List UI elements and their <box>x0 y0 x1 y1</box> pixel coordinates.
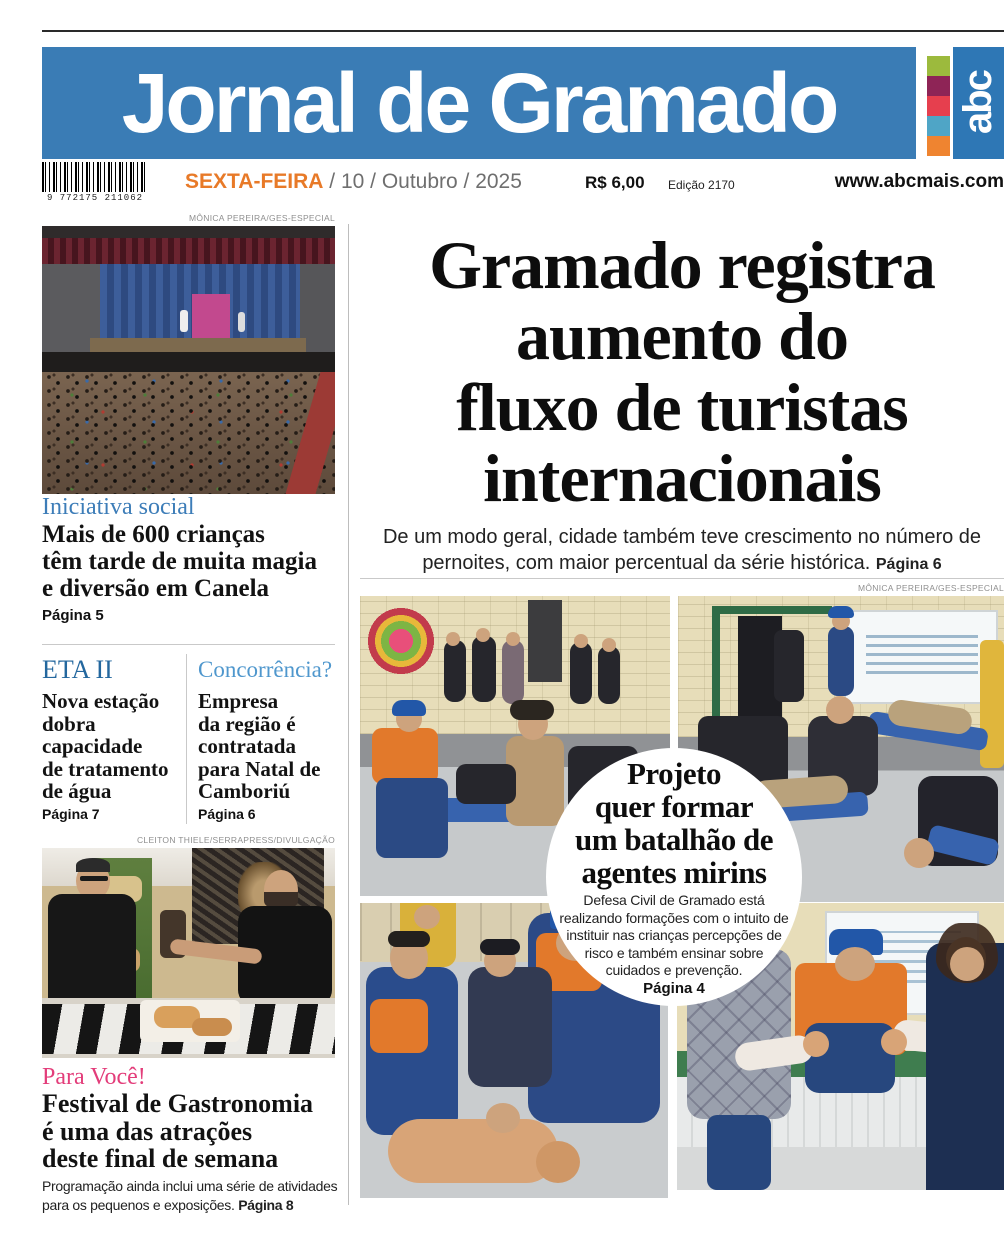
headline-line: capacidade <box>42 734 143 758</box>
headline-line: de tratamento <box>42 756 169 781</box>
shape <box>502 640 524 704</box>
photo-credit-festival: CLEITON THIELE/SERRAPRESS/DIVULGAÇÃO <box>136 835 335 845</box>
headline-line: fluxo de turistas <box>456 369 908 445</box>
abc-logo-color-strip <box>927 56 950 156</box>
headline-line: internacionais <box>483 440 881 516</box>
strip-lightblue <box>927 116 950 136</box>
shape <box>472 636 496 702</box>
strip-orange <box>927 136 950 156</box>
edition-label: Edição 2170 <box>668 178 735 192</box>
page-ref-eta: Página 7 <box>42 806 100 822</box>
headline-line: Gramado registra <box>429 227 935 303</box>
deck-line: Programação ainda inclui uma série de atividades <box>42 1178 338 1194</box>
photo-credit-lead: MÔNICA PEREIRA/GES-ESPECIAL <box>857 583 1004 593</box>
headline-line: de água <box>42 779 112 803</box>
kicker-eta-ii: ETA II <box>42 655 113 684</box>
dateline <box>185 170 522 194</box>
headline-line: têm tarde de muita magia <box>42 548 317 575</box>
kicker-concorrencia: Concorrência? <box>198 657 333 682</box>
weekday-label: SEXTA-FEIRA <box>185 170 324 193</box>
shape <box>368 602 434 680</box>
shape <box>414 905 440 929</box>
column-divider <box>348 224 349 1205</box>
shape <box>456 764 516 804</box>
abc-logo <box>953 47 1004 159</box>
shape <box>803 1031 829 1057</box>
headline-natal <box>198 690 340 803</box>
deck-line: cuidados e prevenção. <box>605 962 743 978</box>
shape <box>486 1103 520 1133</box>
strip-red <box>927 96 950 116</box>
headline-line: e diversão em Canela <box>42 575 270 602</box>
shape <box>835 947 875 981</box>
headline-festival <box>42 1090 342 1173</box>
headline-line: Camboriú <box>198 779 291 803</box>
photo-credit-canela: MÔNICA PEREIRA/GES-ESPECIAL <box>188 213 335 223</box>
shape <box>42 352 335 374</box>
shape <box>881 1029 907 1055</box>
headline-line: quer formar <box>594 789 754 824</box>
deck-line: para os pequenos e exposições. Página 8 <box>42 1197 294 1213</box>
shape <box>707 1115 771 1190</box>
subheadline-line: pernoites, com maior percentual da série histórica. Página 6 <box>422 552 942 574</box>
photo-theater-audience <box>42 226 335 494</box>
shape <box>904 838 934 868</box>
deck-line: instituir nas crianças percepções de <box>566 927 782 943</box>
lead-subheadline <box>360 524 1004 578</box>
shape <box>444 640 466 702</box>
page-ref-circle: Página 4 <box>643 979 705 997</box>
lead-headline <box>360 227 1004 516</box>
shape <box>376 778 448 858</box>
abc-logo-text: abc <box>956 71 1000 135</box>
headline-eta <box>42 690 186 803</box>
shape <box>602 638 616 652</box>
deck-line: risco e também ensinar sobre <box>584 944 764 961</box>
headline-line: aumento do <box>516 298 848 374</box>
shape <box>506 632 520 646</box>
shape <box>598 646 620 704</box>
headline-line: Mais de 600 crianças <box>42 521 265 548</box>
shape <box>370 999 428 1053</box>
barcode <box>42 162 148 192</box>
shape <box>574 634 588 648</box>
headline-line: contratada <box>198 734 296 758</box>
shape <box>392 700 426 716</box>
shape <box>80 876 108 881</box>
shape <box>192 294 230 338</box>
subheadline-line: De um modo geral, cidade também teve crescimento no número de <box>382 526 982 548</box>
headline-line: deste final de semana <box>42 1144 279 1173</box>
shape <box>180 310 188 332</box>
shape <box>476 628 490 642</box>
date-label: / 10 / Outubro / 2025 <box>323 170 522 193</box>
shape <box>774 630 804 702</box>
headline-line: Nova estação <box>42 689 160 713</box>
headline-line: agentes mirins <box>581 855 767 890</box>
shape <box>712 606 832 614</box>
headline-line: Festival de Gastronomia <box>42 1089 314 1118</box>
photo-gastronomy-festival <box>42 848 335 1058</box>
website-label: www.abcmais.com <box>834 171 1004 192</box>
kicker-para-voce: Para Você! <box>42 1064 146 1090</box>
shape <box>192 1018 232 1036</box>
circle-story <box>546 748 802 1006</box>
deck-festival <box>42 1177 344 1215</box>
page-ref-canela: Página 5 <box>42 607 104 624</box>
page-ref-festival: Página 8 <box>238 1197 294 1213</box>
headline-line: é uma das atrações <box>42 1116 253 1146</box>
shape <box>510 700 554 720</box>
shape <box>828 626 854 696</box>
shape <box>950 947 984 981</box>
deck-line: Defesa Civil de Gramado está <box>583 892 765 908</box>
divider <box>360 578 1004 579</box>
kicker-iniciativa-social: Iniciativa social <box>42 494 195 520</box>
shape <box>388 1119 558 1183</box>
shape <box>980 640 1004 768</box>
strip-green <box>927 56 950 76</box>
shape <box>48 894 136 1012</box>
headline-line: Empresa <box>198 689 279 713</box>
shape <box>42 238 335 266</box>
price-label: R$ 6,00 <box>585 173 645 192</box>
shape <box>536 1141 580 1183</box>
barcode-number: 9 772175 211062 <box>46 193 143 203</box>
headline-line: um batalhão de <box>575 822 773 857</box>
headline-line: dobra <box>42 711 96 736</box>
headline-canela <box>42 521 342 602</box>
shape <box>238 312 245 332</box>
circle-headline <box>546 748 802 889</box>
page-ref-natal: Página 6 <box>198 806 256 822</box>
headline-line: para Natal de <box>198 756 321 781</box>
shape <box>446 632 460 646</box>
page-ref-lead: Página 6 <box>875 556 942 573</box>
shape <box>372 728 438 784</box>
shape <box>388 931 430 947</box>
shape <box>468 967 552 1087</box>
divider <box>186 654 187 824</box>
shape <box>528 600 562 682</box>
divider <box>42 644 335 645</box>
shape <box>570 642 592 704</box>
shape <box>828 606 854 618</box>
deck-line: realizando formações com o intuito de <box>559 909 789 926</box>
shape <box>866 630 978 674</box>
masthead <box>42 47 916 159</box>
masthead-title: Jornal de Gramado <box>121 56 837 150</box>
shape <box>76 858 110 872</box>
shape <box>480 939 520 955</box>
strip-magenta <box>927 76 950 96</box>
headline-line: da região é <box>198 711 296 736</box>
shape <box>826 696 854 724</box>
top-rule <box>42 30 1004 32</box>
circle-deck <box>546 892 802 980</box>
headline-line: Projeto <box>626 756 722 791</box>
